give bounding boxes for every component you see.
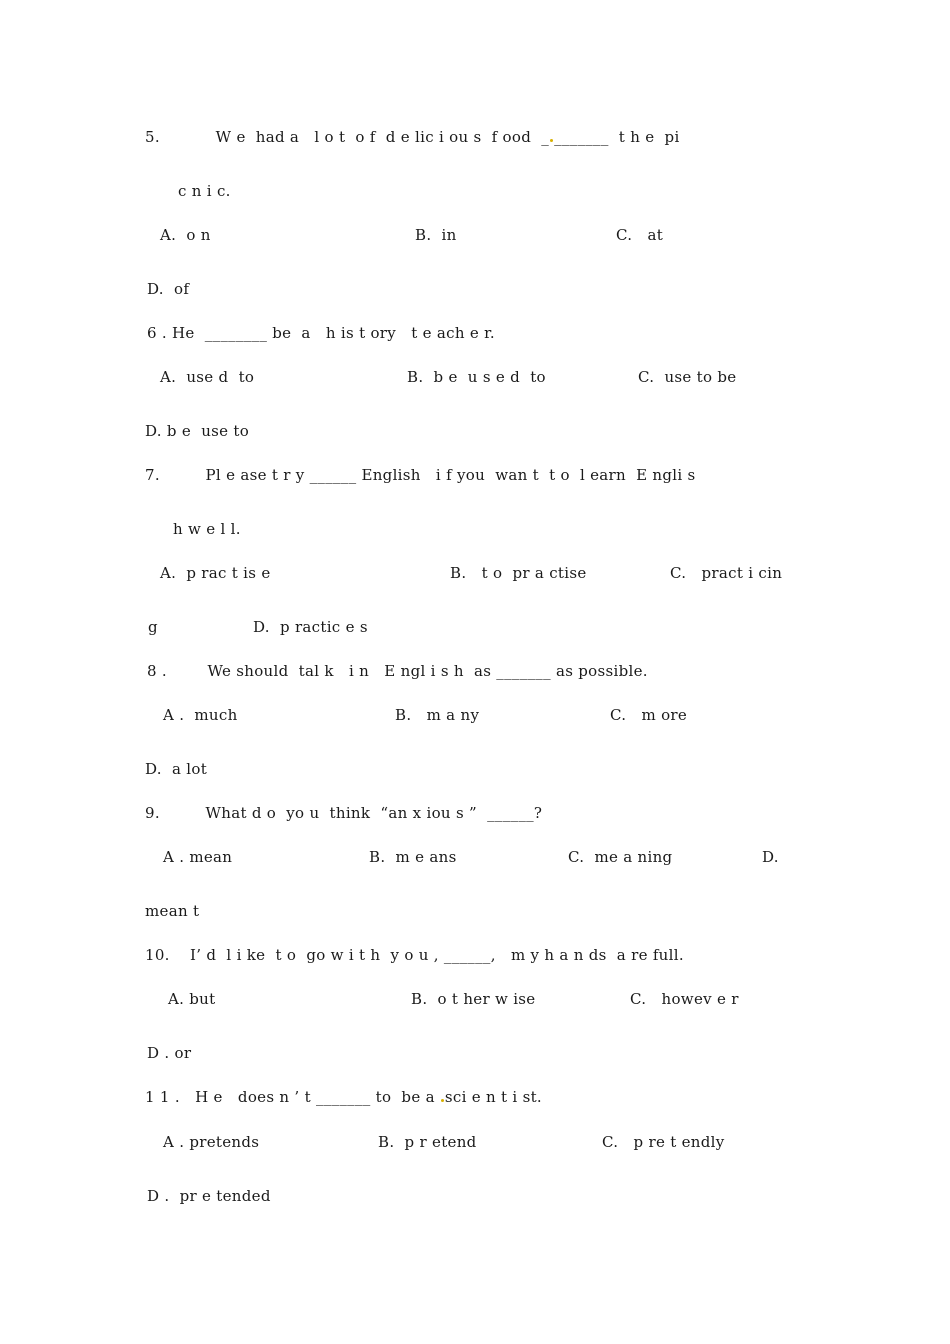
- question-7-option-b: B. t o pr a ctise: [450, 564, 587, 582]
- question-9-option-b: B. m e ans: [369, 848, 457, 866]
- question-9-stem: 9. What d o yo u think “an x iou s ” ______?: [145, 804, 543, 822]
- question-8-option-d: D. a lot: [145, 760, 208, 778]
- question-7-stem-cont: h w e l l.: [173, 520, 241, 538]
- question-11-stem-text: 1 1 . H e does n ’ t _______ to be a: [145, 1088, 440, 1106]
- question-10-option-b: B. o t her w ise: [411, 990, 536, 1008]
- question-8-option-c: C. m ore: [610, 706, 688, 724]
- question-9-option-d-cont: mean t: [145, 902, 200, 920]
- question-8-stem: 8 . We should tal k i n E ngl i s h as _______ as possible.: [147, 662, 648, 680]
- question-11-stem-text-2: sci e n t i st.: [444, 1088, 542, 1106]
- question-11-stem: [145, 1088, 542, 1106]
- question-6-stem: 6 . He ________ be a h is t ory t e ach e r.: [147, 324, 495, 342]
- question-10-option-c: C. howev e r: [630, 990, 739, 1008]
- question-10-stem: 10. I’ d l i ke t o go w i t h y o u , ______, m y h a n ds a re full.: [145, 946, 684, 964]
- question-5-stem-text-2: _______ t h e pi: [554, 128, 680, 146]
- question-5-option-c: C. at: [616, 226, 664, 244]
- question-11-option-b: B. p r etend: [378, 1133, 477, 1151]
- question-5-option-b: B. in: [415, 226, 457, 244]
- question-8-option-a: A . much: [163, 706, 238, 724]
- question-5-stem: [145, 128, 680, 146]
- question-9-option-c: C. me a ning: [568, 848, 673, 866]
- question-10-option-d: D . or: [147, 1044, 192, 1062]
- question-11-option-a: A . pretends: [163, 1133, 260, 1151]
- highlight-mark: [441, 1099, 444, 1102]
- question-7-stem: 7. Pl e ase t r y ______ English i f you wan t t o l earn E ngli s: [145, 466, 696, 484]
- question-6-option-b: B. b e u s e d to: [407, 368, 546, 386]
- question-10-option-a: A. but: [168, 990, 216, 1008]
- question-7-option-c: C. pract i cin: [670, 564, 783, 582]
- question-5-option-d: D. of: [147, 280, 190, 298]
- highlight-mark: [550, 139, 553, 142]
- question-5-stem-cont: c n i c.: [178, 182, 231, 200]
- question-11-option-d: D . pr e tended: [147, 1187, 271, 1205]
- question-7-option-a: A. p rac t is e: [160, 564, 271, 582]
- question-9-option-a: A . mean: [163, 848, 233, 866]
- question-7-option-c-cont: g: [148, 618, 158, 636]
- question-9-option-d: D.: [762, 848, 779, 866]
- question-8-option-b: B. m a ny: [395, 706, 480, 724]
- question-6-option-c: C. use to be: [638, 368, 737, 386]
- question-5-option-a: A. o n: [160, 226, 211, 244]
- question-6-option-d: D. b e use to: [145, 422, 250, 440]
- question-6-option-a: A. use d to: [160, 368, 255, 386]
- question-7-option-d: D. p ractic e s: [253, 618, 368, 636]
- question-5-stem-text: 5. W e had a l o t o f d e lic i ou s f ood _: [145, 128, 550, 146]
- question-11-option-c: C. p re t endly: [602, 1133, 725, 1151]
